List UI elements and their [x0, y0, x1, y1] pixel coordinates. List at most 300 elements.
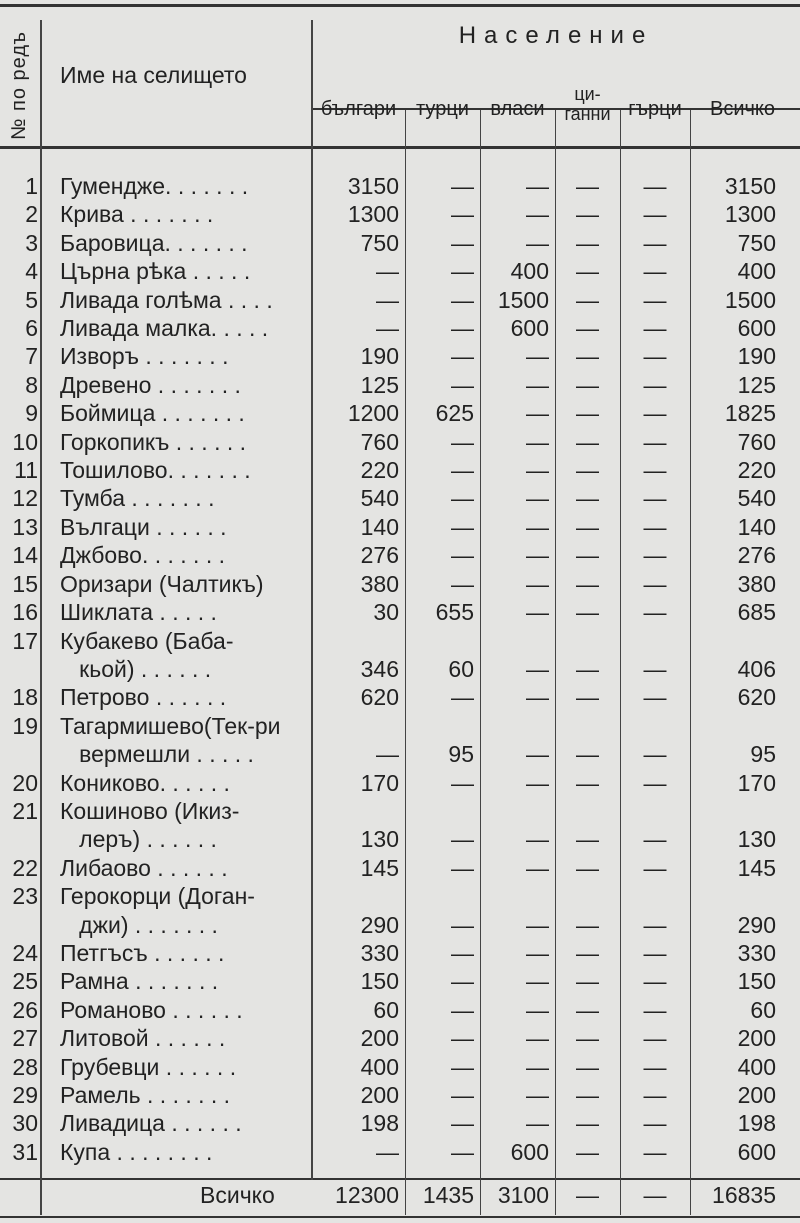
population-cell: 276	[360, 542, 399, 569]
population-cell: —	[526, 513, 549, 540]
population-cell: —	[643, 1082, 667, 1108]
population-cell: —	[576, 826, 599, 853]
row-number: 8	[25, 371, 38, 398]
col-header-turks: турци	[416, 98, 469, 120]
population-cell: —	[643, 741, 667, 768]
population-cell: —	[526, 939, 549, 966]
table-row	[0, 712, 800, 740]
total-cell: —	[576, 1182, 599, 1208]
population-cell: 760	[737, 428, 776, 455]
population-header: Население	[458, 22, 654, 49]
table-row	[0, 172, 800, 200]
settlement-name: Либаово . . . . . .	[60, 854, 228, 881]
population-cell: 290	[360, 911, 399, 938]
population-cell: —	[643, 599, 667, 626]
population-cell: 1200	[347, 400, 399, 427]
population-cell: —	[526, 741, 549, 768]
population-cell: —	[526, 1110, 549, 1137]
table-row	[0, 996, 800, 1024]
settlement-name: Изворъ . . . . . . .	[60, 343, 229, 370]
table-row	[0, 967, 800, 995]
population-cell: 95	[448, 741, 474, 768]
population-cell: —	[526, 826, 549, 853]
settlement-name: Крива . . . . . . .	[60, 201, 214, 228]
settlement-name: Вългаци . . . . . .	[60, 513, 227, 540]
table-row	[0, 1138, 800, 1166]
row-number: 27	[12, 1025, 38, 1052]
population-cell: 198	[737, 1110, 776, 1137]
population-cell: —	[526, 229, 549, 256]
row-number: 5	[25, 286, 38, 313]
population-cell: 276	[737, 542, 776, 569]
settlement-name-cont: джи) . . . . . . .	[60, 911, 218, 938]
population-cell: —	[451, 769, 474, 796]
population-cell: —	[376, 258, 399, 285]
settlement-name: Тумба . . . . . . .	[60, 485, 215, 512]
row-number: 14	[12, 542, 38, 569]
population-cell: —	[376, 741, 399, 768]
population-cell: 625	[435, 400, 474, 427]
population-cell: 130	[360, 826, 399, 853]
population-cell: 150	[360, 968, 399, 995]
population-cell: 3150	[347, 173, 399, 199]
population-cell: —	[576, 258, 599, 285]
population-cell: 125	[737, 371, 776, 398]
population-cell: 200	[360, 1025, 399, 1052]
population-cell: —	[451, 968, 474, 995]
total-cell: 12300	[335, 1182, 399, 1208]
population-cell: —	[526, 173, 549, 199]
population-cell: —	[643, 513, 667, 540]
population-cell: —	[526, 343, 549, 370]
population-cell: 406	[737, 655, 776, 682]
row-number: 25	[12, 968, 38, 995]
table-row	[0, 314, 800, 342]
col-header-gypsies: ци- ганни	[564, 84, 611, 124]
population-cell: —	[451, 911, 474, 938]
population-cell: —	[643, 485, 667, 512]
row-number: 11	[14, 457, 38, 484]
population-cell: —	[526, 599, 549, 626]
row-number-header: № по редъ	[8, 30, 30, 140]
population-cell: 125	[360, 371, 399, 398]
population-cell: —	[526, 1025, 549, 1052]
population-cell: —	[576, 315, 599, 342]
population-cell: 540	[737, 485, 776, 512]
population-cell: —	[576, 854, 599, 881]
row-number: 6	[25, 315, 38, 342]
population-cell: —	[576, 485, 599, 512]
population-cell: —	[576, 996, 599, 1023]
population-cell: —	[451, 826, 474, 853]
population-cell: —	[643, 570, 667, 597]
population-cell: —	[526, 1082, 549, 1108]
population-cell: —	[376, 286, 399, 313]
table-body	[0, 172, 800, 1166]
population-cell: —	[576, 1138, 599, 1165]
settlement-name: Петрово . . . . . .	[60, 684, 227, 711]
table-row	[0, 371, 800, 399]
settlement-name: Оризари (Чалтикъ)	[60, 570, 264, 597]
total-cell: —	[643, 1182, 667, 1208]
population-cell: —	[526, 428, 549, 455]
table-row	[0, 854, 800, 882]
population-cell: —	[526, 996, 549, 1023]
population-cell: —	[526, 1053, 549, 1080]
population-cell: 290	[737, 911, 776, 938]
total-row	[0, 1182, 790, 1209]
population-cell: —	[451, 315, 474, 342]
settlement-name: Петгъсъ . . . . . .	[60, 939, 225, 966]
population-cell: —	[451, 1138, 474, 1165]
population-cell: —	[643, 1138, 667, 1165]
settlement-name: Древено . . . . . . .	[60, 371, 241, 398]
population-cell: —	[451, 854, 474, 881]
population-cell: 750	[737, 229, 776, 256]
population-cell: —	[451, 1082, 474, 1108]
row-number: 7	[25, 343, 38, 370]
population-cell: 600	[737, 315, 776, 342]
table-row	[0, 229, 800, 257]
population-cell: —	[451, 343, 474, 370]
population-cell: —	[576, 173, 599, 199]
table-row	[0, 627, 800, 655]
population-cell: —	[451, 286, 474, 313]
population-cell: —	[643, 343, 667, 370]
population-cell: —	[576, 457, 599, 484]
col-header-vlachs: власи	[490, 98, 545, 120]
population-cell: —	[643, 996, 667, 1023]
population-cell: —	[643, 315, 667, 342]
settlement-name: Кошиново (Икиз-	[60, 797, 240, 824]
settlement-name: Тагармишево(Тек-ри	[60, 712, 281, 739]
row-number: 10	[12, 428, 38, 455]
row-number: 18	[12, 684, 38, 711]
row-number: 13	[12, 513, 38, 540]
population-cell: 600	[510, 315, 549, 342]
population-cell: 140	[737, 513, 776, 540]
population-cell: —	[576, 428, 599, 455]
population-cell: —	[526, 911, 549, 938]
population-cell: 198	[360, 1110, 399, 1137]
population-cell: —	[643, 854, 667, 881]
population-cell: 1300	[347, 201, 399, 228]
population-cell: —	[576, 911, 599, 938]
population-cell: —	[576, 229, 599, 256]
table-row	[0, 286, 800, 314]
row-number: 3	[25, 229, 38, 256]
population-cell: 620	[360, 684, 399, 711]
population-cell: —	[643, 400, 667, 427]
population-cell: —	[526, 457, 549, 484]
population-cell: —	[643, 769, 667, 796]
population-cell: —	[526, 570, 549, 597]
table-row	[0, 740, 800, 768]
population-cell: 346	[360, 655, 399, 682]
row-number: 19	[12, 712, 38, 739]
population-cell: 145	[737, 854, 776, 881]
population-cell: 540	[360, 485, 399, 512]
population-cell: —	[451, 201, 474, 228]
population-cell: 1300	[724, 201, 776, 228]
population-cell: —	[576, 513, 599, 540]
row-number: 12	[12, 485, 38, 512]
population-cell: 140	[360, 513, 399, 540]
population-cell: 330	[360, 939, 399, 966]
table-row	[0, 911, 800, 939]
table-row	[0, 598, 800, 626]
population-cell: 200	[737, 1025, 776, 1052]
population-cell: 1500	[497, 286, 549, 313]
population-cell: —	[643, 826, 667, 853]
total-rule	[0, 1178, 800, 1180]
population-cell: 200	[360, 1082, 399, 1108]
table-row	[0, 456, 800, 484]
population-cell: —	[576, 286, 599, 313]
table-row	[0, 399, 800, 427]
settlement-name: Романово . . . . . .	[60, 996, 243, 1023]
population-cell: —	[451, 513, 474, 540]
top-rule	[0, 4, 800, 7]
population-cell: —	[643, 542, 667, 569]
settlement-name: Джбово. . . . . . .	[60, 542, 226, 569]
table-row	[0, 200, 800, 228]
table-row	[0, 655, 800, 683]
settlement-name-cont: вермешли . . . . .	[60, 741, 254, 768]
table-row	[0, 1053, 800, 1081]
population-cell: 620	[737, 684, 776, 711]
settlement-name: Литовой . . . . . .	[60, 1025, 226, 1052]
population-cell: —	[526, 201, 549, 228]
row-number: 26	[12, 996, 38, 1023]
population-cell: —	[576, 1082, 599, 1108]
population-cell: —	[526, 684, 549, 711]
population-cell: —	[576, 371, 599, 398]
population-cell: —	[451, 428, 474, 455]
row-number: 31	[12, 1138, 38, 1165]
population-cell: 220	[737, 457, 776, 484]
population-cell: 220	[360, 457, 399, 484]
row-number: 22	[12, 854, 38, 881]
population-cell: 400	[737, 258, 776, 285]
population-cell: —	[643, 1025, 667, 1052]
population-cell: 60	[750, 996, 776, 1023]
population-cell: 760	[360, 428, 399, 455]
settlement-name-cont: леръ) . . . . . .	[60, 826, 217, 853]
population-cell: —	[643, 1110, 667, 1137]
population-cell: —	[643, 457, 667, 484]
population-cell: 145	[360, 854, 399, 881]
population-cell: —	[576, 400, 599, 427]
population-cell: —	[576, 741, 599, 768]
population-cell: —	[451, 939, 474, 966]
table-row	[0, 1109, 800, 1137]
settlement-name-cont: кьой) . . . . . .	[60, 655, 212, 682]
row-number: 24	[12, 939, 38, 966]
population-cell: 400	[360, 1053, 399, 1080]
table-row	[0, 1081, 800, 1109]
total-cell: 1435	[422, 1182, 474, 1208]
population-cell: —	[451, 1025, 474, 1052]
settlement-name: Ливадица . . . . . .	[60, 1110, 242, 1137]
settlement-name: Горкопикъ . . . . . .	[60, 428, 247, 455]
population-cell: —	[526, 400, 549, 427]
settlement-name: Грубевци . . . . . .	[60, 1053, 237, 1080]
population-cell: 130	[737, 826, 776, 853]
population-cell: 380	[737, 570, 776, 597]
population-cell: —	[526, 655, 549, 682]
population-cell: —	[576, 968, 599, 995]
population-cell: 655	[435, 599, 474, 626]
population-cell: 95	[750, 741, 776, 768]
row-number: 17	[12, 627, 38, 654]
population-cell: —	[576, 655, 599, 682]
settlement-name: Гумендже. . . . . . .	[60, 173, 249, 199]
settlement-name: Рамель . . . . . . .	[60, 1082, 231, 1108]
settlement-name: Ливада малка. . . . .	[60, 315, 269, 342]
population-cell: 600	[737, 1138, 776, 1165]
settlement-name: Кубакево (Баба-	[60, 627, 234, 654]
total-cell: 16835	[712, 1182, 776, 1208]
population-cell: 1825	[724, 400, 776, 427]
population-cell: —	[376, 1138, 399, 1165]
population-cell: —	[526, 854, 549, 881]
col-header-total: Всичко	[709, 98, 776, 120]
table-row	[0, 342, 800, 370]
population-cell: —	[576, 1053, 599, 1080]
bottom-rule	[0, 1216, 800, 1218]
settlement-name: Църна рѣка . . . . .	[60, 258, 251, 285]
population-cell: 380	[360, 570, 399, 597]
population-cell: 750	[360, 229, 399, 256]
population-cell: 600	[510, 1138, 549, 1165]
population-cell: —	[526, 968, 549, 995]
population-cell: 200	[737, 1082, 776, 1108]
table-row	[0, 257, 800, 285]
settlement-name: Баровица. . . . . . .	[60, 229, 248, 256]
table-row	[0, 513, 800, 541]
population-cell: 1500	[724, 286, 776, 313]
table-row	[0, 570, 800, 598]
population-cell: 190	[360, 343, 399, 370]
header-rule	[0, 146, 800, 149]
population-cell: —	[526, 542, 549, 569]
table-row	[0, 769, 800, 797]
settlement-name: Боймица . . . . . . .	[60, 400, 245, 427]
population-cell: —	[643, 911, 667, 938]
settlement-name: Тошилово. . . . . . .	[60, 457, 251, 484]
settlement-name: Купа . . . . . . . .	[60, 1138, 213, 1165]
total-cell: 3100	[497, 1182, 549, 1208]
row-number: 2	[25, 201, 38, 228]
settlement-name: Шиклата . . . . .	[60, 599, 217, 626]
population-cell: 400	[510, 258, 549, 285]
population-cell: —	[643, 428, 667, 455]
population-cell: —	[526, 769, 549, 796]
population-cell: —	[643, 1053, 667, 1080]
table-row	[0, 484, 800, 512]
population-cell: —	[451, 542, 474, 569]
population-cell: —	[576, 769, 599, 796]
row-number: 4	[25, 258, 38, 285]
population-cell: 30	[373, 599, 399, 626]
name-header: Име на селището	[60, 62, 247, 88]
table-row	[0, 882, 800, 910]
population-cell: —	[576, 570, 599, 597]
row-number: 20	[12, 769, 38, 796]
population-cell: —	[451, 173, 474, 199]
population-cell: 685	[737, 599, 776, 626]
settlement-name: Ливада голѣма . . . .	[60, 286, 273, 313]
row-number: 29	[12, 1082, 38, 1108]
population-cell: —	[643, 229, 667, 256]
row-number: 1	[25, 173, 38, 199]
settlement-name: Герокорци (Доган-	[60, 883, 255, 910]
population-cell: —	[451, 258, 474, 285]
population-cell: —	[576, 599, 599, 626]
population-cell: —	[576, 1110, 599, 1137]
population-cell: —	[643, 201, 667, 228]
population-cell: —	[576, 201, 599, 228]
population-cell: —	[451, 684, 474, 711]
population-cell: —	[643, 655, 667, 682]
population-cell: —	[643, 258, 667, 285]
table-row	[0, 428, 800, 456]
population-cell: —	[526, 371, 549, 398]
population-cell: —	[576, 343, 599, 370]
row-number: 30	[12, 1110, 38, 1137]
row-number: 9	[25, 400, 38, 427]
table-row	[0, 683, 800, 711]
population-cell: 190	[737, 343, 776, 370]
population-cell: 330	[737, 939, 776, 966]
population-cell: 60	[448, 655, 474, 682]
population-cell: —	[576, 1025, 599, 1052]
population-cell: —	[576, 684, 599, 711]
population-cell: —	[643, 173, 667, 199]
table-row	[0, 797, 800, 825]
col-header-bulgarians: българи	[320, 98, 397, 120]
population-cell: —	[451, 570, 474, 597]
population-cell: —	[643, 371, 667, 398]
population-cell: —	[576, 939, 599, 966]
population-cell: 60	[373, 996, 399, 1023]
population-cell: —	[643, 286, 667, 313]
population-cell: —	[451, 371, 474, 398]
population-cell: —	[576, 542, 599, 569]
population-cell: —	[376, 315, 399, 342]
population-cell: —	[451, 229, 474, 256]
population-cell: 3150	[724, 173, 776, 199]
settlement-name: Кониково. . . . . .	[60, 769, 230, 796]
population-cell: 170	[737, 769, 776, 796]
table-row	[0, 939, 800, 967]
table-row	[0, 541, 800, 569]
row-number: 28	[12, 1053, 38, 1080]
population-cell: —	[643, 968, 667, 995]
settlement-name: Рамна . . . . . . .	[60, 968, 219, 995]
row-number: 21	[12, 797, 38, 824]
population-cell: —	[526, 485, 549, 512]
table-row	[0, 825, 800, 853]
row-number: 23	[12, 883, 38, 910]
population-cell: —	[451, 485, 474, 512]
population-cell: 150	[737, 968, 776, 995]
population-cell: —	[451, 457, 474, 484]
population-cell: —	[451, 996, 474, 1023]
row-number: 16	[12, 599, 38, 626]
population-cell: —	[451, 1053, 474, 1080]
